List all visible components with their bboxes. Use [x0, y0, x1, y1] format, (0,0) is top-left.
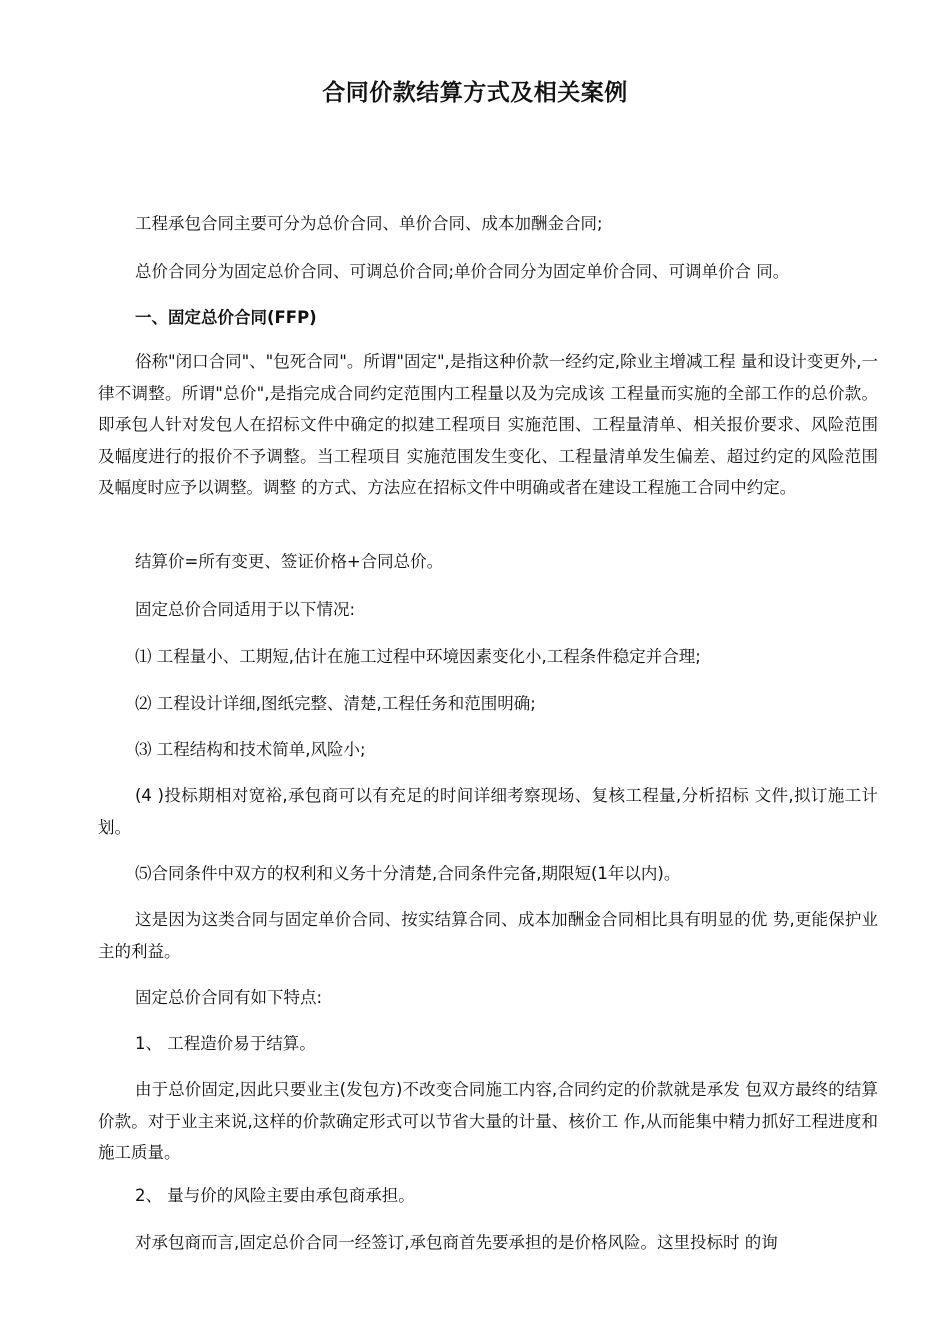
paragraph-settlement-formula: 结算价=所有变更、签证价格+合同总价。 — [135, 552, 444, 571]
feature-heading-2: 2、 量与价的风险主要由承包商承担。 — [135, 1186, 415, 1205]
list-item-2: ⑵ 工程设计详细,图纸完整、清楚,工程任务和范围明确; — [135, 694, 536, 713]
list-item-4: (4 )投标期相对宽裕,承包商可以有充足的时间详细考察现场、复核工程量,分析招标 文件,拟订施工计划。 — [98, 786, 878, 837]
paragraph-contract-subtypes: 总价合同分为固定总价合同、可调总价合同;单价合同分为固定单价合同、可调单价合 同。 — [135, 262, 790, 281]
paragraph-applicable-intro: 固定总价合同适用于以下情况: — [135, 600, 356, 619]
list-item-5: ⑸合同条件中双方的权利和义务十分清楚,合同条件完备,期限短(1年以内)。 — [135, 864, 681, 883]
list-item-3: ⑶ 工程结构和技术简单,风险小; — [135, 740, 366, 759]
paragraph-feature-1: 由于总价固定,因此只要业主(发包方)不改变合同施工内容,合同约定的价款就是承发 包双方最终的结算价款。对于业主来说,这样的价款确定形式可以节省大量的计量、核价工 作,从而能集中精力抓好工程进度和施工质量。 — [98, 1080, 878, 1162]
paragraph-ffp-definition: 俗称"闭口合同"、"包死合同"。所谓"固定",是指这种价款一经约定,除业主增减工程 量和设计变更外,一律不调整。所谓"总价",是指完成合同约定范围内工程量以及为完成该 工程量而实施的全部工作的总价款。即承包人针对发包人在招标文件中确定的拟建工程项目 实施范围、工程量清单、相关报价要求、风险范围及幅度进行的报价不予调整。当工程项目 实施范围发生变化、工程量清单发生偏差、超过约定的风险范围及幅度时应予以调整。调整 的方式、方法应在招标文件中明确或者在建设工程施工合同中约定。 — [98, 352, 879, 497]
paragraph-features-intro: 固定总价合同有如下特点: — [135, 988, 323, 1007]
paragraph-advantage: 这是因为这类合同与固定单价合同、按实结算合同、成本加酬金合同相比具有明显的优 势,更能保护业主的利益。 — [98, 910, 878, 961]
list-item-1: ⑴ 工程量小、工期短,估计在施工过程中环境因素变化小,工程条件稳定并合理; — [135, 647, 701, 666]
paragraph-contract-types: 工程承包合同主要可分为总价合同、单价合同、成本加酬金合同; — [135, 214, 603, 233]
feature-heading-1: 1、 工程造价易于结算。 — [135, 1034, 316, 1053]
section-heading-ffp: 一、固定总价合同(FFP) — [135, 308, 317, 327]
document-title: 合同价款结算方式及相关案例 — [322, 80, 628, 106]
paragraph-feature-2: 对承包商而言,固定总价合同一经签订,承包商首先要承担的是价格风险。这里投标时 的询 — [135, 1233, 778, 1252]
